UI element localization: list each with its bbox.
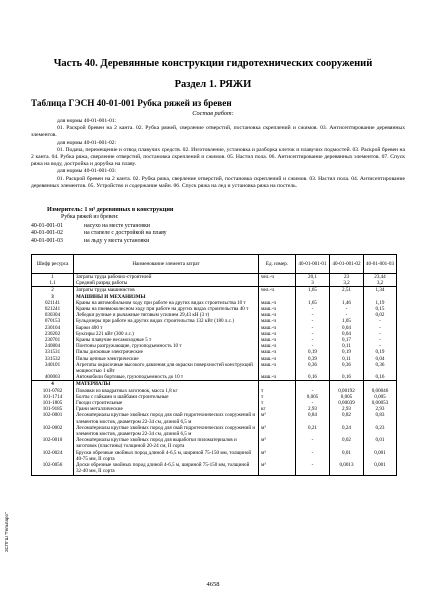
operations-list: [31, 118, 405, 190]
value-norm-02: -: [330, 306, 364, 312]
resource-code: 400003: [32, 374, 74, 381]
value-norm-03: 0,02: [364, 312, 397, 318]
value-norm-02: 2,51: [330, 287, 364, 294]
value-norm-03: -: [364, 337, 397, 343]
table-row: [32, 462, 397, 475]
value-norm-02: 3,2: [330, 280, 364, 287]
operation-label: для нормы 40-01-001-01:: [57, 118, 117, 124]
value-norm-01: 0,84: [296, 412, 330, 424]
table-row: [32, 412, 397, 424]
value-norm-01: -: [296, 312, 330, 318]
side-note: ЗСПГШ "Гельпаро": [4, 512, 9, 552]
value-norm-03: 3,2: [364, 280, 397, 287]
resource-code: 101-0782: [32, 388, 74, 394]
resource-code: 030304: [32, 312, 74, 318]
norm-code: 40-01-001-02: [31, 230, 63, 237]
header-code: Шифр ресурса: [32, 255, 74, 274]
page-number: 4658: [206, 581, 220, 588]
resource-code: 331531: [32, 349, 74, 355]
resource-name: Затраты труда машинистов: [74, 287, 259, 294]
value-norm-03: 0,00053: [364, 400, 397, 406]
resource-name: Лесоматериалы круглые хвойных пород для свай гидротехнических сооружений и элементов мостов, диаметром 22-34 см, длиной 6,5 м: [74, 425, 259, 437]
value-norm-01: -: [296, 331, 330, 337]
value-norm-02: 0,16: [330, 374, 364, 381]
value-norm-01: -: [296, 318, 330, 324]
resource-table: [31, 254, 397, 476]
value-norm-02: -: [330, 312, 364, 318]
table-header-row: [32, 255, 397, 274]
resource-name: Гвозди строительные: [74, 400, 259, 406]
value-norm-03: 0,36: [364, 362, 397, 374]
resource-name: Средний разряд работы: [74, 280, 259, 287]
value-norm-01: 0,21: [296, 425, 330, 437]
resource-unit: м³: [259, 437, 296, 449]
header-norm-01: 40-01-001-01: [296, 255, 330, 274]
table-title: Таблица ГЭСН 40-01-001 Рубка ряжей из бревен: [31, 98, 232, 108]
resource-code: 230104: [32, 325, 74, 331]
resource-code: 102-0024: [32, 450, 74, 462]
value-norm-03: 23,44: [364, 274, 397, 281]
value-norm-01: [296, 381, 330, 388]
value-norm-01: 0,005: [296, 394, 330, 400]
resource-name: Болты с гайками и шайбами строительные: [74, 394, 259, 400]
resource-unit: маш.-ч: [259, 331, 296, 337]
resource-name: Грани металлические: [74, 406, 259, 412]
resource-name: Понтоны разгружающие, грузоподъемность 10 т: [74, 343, 259, 349]
value-norm-03: 0,005: [364, 394, 397, 400]
value-norm-02: 0,36: [330, 362, 364, 374]
value-norm-01: 0,39: [296, 356, 330, 362]
value-norm-01: 1,65: [296, 287, 330, 294]
value-norm-01: -: [296, 337, 330, 343]
value-norm-03: -: [364, 318, 397, 324]
value-norm-02: 1,05: [330, 318, 364, 324]
norm-code: 40-01-001-03: [31, 237, 63, 244]
value-norm-02: 0,24: [330, 425, 364, 437]
value-norm-01: -: [296, 400, 330, 406]
value-norm-01: 0,36: [296, 362, 330, 374]
value-norm-03: -: [364, 343, 397, 349]
value-norm-03: 0,16: [364, 374, 397, 381]
value-norm-02: 0,04: [330, 331, 364, 337]
value-norm-01: -: [296, 388, 330, 394]
value-norm-01: 0,19: [296, 349, 330, 355]
value-norm-03: 0,23: [364, 425, 397, 437]
value-norm-03: [364, 381, 397, 388]
resource-unit: маш.-ч: [259, 337, 296, 343]
value-norm-03: 0,001: [364, 462, 397, 475]
resource-name: Лесоматериалы круглые хвойных пород для выработки пиломатериалов и заготовок (пластины) толщиной 20-24 см, II сорта: [74, 437, 259, 449]
resource-code: 102-0001: [32, 412, 74, 424]
value-norm-03: -: [364, 331, 397, 337]
value-norm-02: 0,02: [330, 437, 364, 449]
resource-code: 021241: [32, 306, 74, 312]
value-norm-01: -: [296, 343, 330, 349]
resource-name: Бруски обрезные хвойных пород длиной 4-6,5 м, шириной 75-150 мм, толщиной 40-75 мм, II сорта: [74, 450, 259, 462]
value-norm-02: 0,19: [330, 349, 364, 355]
value-norm-02: [330, 381, 364, 388]
header-norm-03: 40-01-001-03: [364, 255, 397, 274]
value-norm-01: -: [296, 306, 330, 312]
value-norm-03: 0,15: [364, 306, 397, 312]
value-norm-03: 1,19: [364, 300, 397, 306]
resource-unit: м³: [259, 450, 296, 462]
resource-name: МАШИНЫ И МЕХАНИЗМЫ: [74, 294, 259, 300]
resource-name: Краны на автомобильном ходу при работе на других видах строительства 10 т: [74, 300, 259, 306]
resource-name: Лесоматериалы круглые хвойных пород для свай гидротехнических сооружений и элементов мостов, диаметром 22-34 см, длиной 6,5 м: [74, 412, 259, 424]
resource-code: 101-1805: [32, 400, 74, 406]
value-norm-02: 0,00192: [330, 388, 364, 394]
value-norm-02: 0,005: [330, 394, 364, 400]
resource-unit: маш.-ч: [259, 318, 296, 324]
value-norm-01: 3: [296, 280, 330, 287]
resource-unit: маш.-ч: [259, 343, 296, 349]
table-row: [32, 381, 397, 388]
resource-code: 4: [32, 381, 74, 388]
value-norm-02: 0,17: [330, 337, 364, 343]
norm-code-row: [31, 230, 167, 237]
resource-code: 101-9185: [32, 406, 74, 412]
resource-unit: маш.-ч: [259, 374, 296, 381]
resource-unit: [259, 381, 296, 388]
resource-code: 102-0010: [32, 437, 74, 449]
value-norm-02: 0,0013: [330, 462, 364, 475]
value-norm-03: 0,19: [364, 349, 397, 355]
resource-code: 101-1714: [32, 394, 74, 400]
value-norm-03: 0,01: [364, 437, 397, 449]
table-row: [32, 437, 397, 449]
resource-code: 3: [32, 294, 74, 300]
table-row: [32, 425, 397, 437]
cribs-caption: Рубка ряжей из бревен:: [61, 214, 119, 220]
resource-code: 230701: [32, 337, 74, 343]
value-norm-03: 0,04: [364, 356, 397, 362]
resource-unit: маш.-ч: [259, 306, 296, 312]
norm-code: 40-01-001-01: [31, 223, 63, 229]
norm-desc: на льду у места установки: [84, 237, 150, 244]
resource-name: Буксиры 221 кВт (300 л.с.): [74, 331, 259, 337]
operation-text: 01. Раскрой бревен на 2 канта. 02. Рубка ряжа, сверление отверстий, постановка скреплений и сжимов. 03. Настил пола. 04. Антисептирование деревянных элементов. 05. Устройство и содержание майн. 06. Спуск ряжа на лед и установка ряжа на постель.: [31, 175, 405, 189]
resource-name: Краны на пневмоколесном ходу при работе на других видах строительства 40 т: [74, 306, 259, 312]
table-row: [32, 362, 397, 374]
header-name: Наименование элемента затрат: [74, 255, 259, 274]
resource-unit: чел.-ч: [259, 287, 296, 294]
resource-code: 1.1: [32, 280, 74, 287]
resource-name: Краны плавучие несамоходные 5 т: [74, 337, 259, 343]
resource-unit: [259, 280, 296, 287]
operation-label: для нормы 40-01-001-02:: [57, 139, 117, 146]
resource-unit: маш.-ч: [259, 300, 296, 306]
resource-unit: чел.-ч: [259, 274, 296, 281]
value-norm-03: 0,001: [364, 450, 397, 462]
resource-unit: м³: [259, 412, 296, 424]
resource-unit: т: [259, 400, 296, 406]
value-norm-02: 0,00039: [330, 400, 364, 406]
value-norm-02: 23: [330, 274, 364, 281]
value-norm-02: 0,11: [330, 356, 364, 362]
resource-name: МАТЕРИАЛЫ: [74, 381, 259, 388]
resource-code: 331532: [32, 356, 74, 362]
resource-name: Лебедки ручные и рычажные тяговым усилием 29,43 кН (3 т): [74, 312, 259, 318]
value-norm-01: -: [296, 462, 330, 475]
norm-codes: [31, 223, 167, 245]
resource-unit: маш.-ч: [259, 356, 296, 362]
resource-code: 340101: [32, 362, 74, 374]
norm-desc: на стапеле с достройкой на плаву: [84, 230, 167, 237]
table-row: [32, 280, 397, 287]
value-norm-01: -: [296, 450, 330, 462]
value-norm-03: 1,34: [364, 287, 397, 294]
value-norm-02: 0,04: [330, 325, 364, 331]
table-row: [32, 374, 397, 381]
value-norm-01: 1,65: [296, 300, 330, 306]
header-norm-02: 40-01-001-02: [330, 255, 364, 274]
part-title: Часть 40. Деревянные конструкции гидротехнических сооружений: [53, 58, 373, 69]
value-norm-01: 20,1: [296, 274, 330, 281]
resource-code: 070153: [32, 318, 74, 324]
value-norm-01: -: [296, 437, 330, 449]
resource-unit: т: [259, 394, 296, 400]
resource-unit: маш.-ч: [259, 349, 296, 355]
table-row: [32, 318, 397, 324]
resource-name: Баржи 400 т: [74, 325, 259, 331]
resource-unit: м³: [259, 462, 296, 475]
value-norm-02: 0,11: [330, 343, 364, 349]
value-norm-03: 2,93: [364, 406, 397, 412]
value-norm-03: -: [364, 325, 397, 331]
resource-code: 240804: [32, 343, 74, 349]
resource-name: Доски обрезные хвойных пород длиной 4-6,5 м, шириной 75-150 мм, толщиной 32-40 мм, II сорта: [74, 462, 259, 475]
resource-name: Пилы цепные электрические: [74, 356, 259, 362]
resource-unit: т: [259, 388, 296, 394]
table-row: [32, 287, 397, 294]
resource-name: Пилы дисковые электрические: [74, 349, 259, 355]
resource-code: 1: [32, 274, 74, 281]
norm-code-row: [31, 238, 167, 245]
resource-name: Поковки из квадратных заготовок, масса 1,8 кг: [74, 388, 259, 394]
resource-unit: маш.-ч: [259, 362, 296, 374]
resource-name: Затраты труда рабочих-строителей: [74, 274, 259, 281]
value-norm-02: 1,46: [330, 300, 364, 306]
header-unit: Ед. измер.: [259, 255, 296, 274]
norm-desc: насухо на месте установки: [84, 223, 151, 229]
resource-code: 230202: [32, 331, 74, 337]
table-row: [32, 450, 397, 462]
resource-name: Автомобили бортовые, грузоподъемность до 10 т: [74, 374, 259, 381]
resource-name: Бульдозеры при работе на других видах строительства 132 кВт (180 л.с.): [74, 318, 259, 324]
section-title: Раздел 1. РЯЖИ: [174, 79, 252, 90]
resource-unit: маш.-ч: [259, 325, 296, 331]
resource-code: 2: [32, 287, 74, 294]
value-norm-03: 0,83: [364, 412, 397, 424]
table-body: [32, 274, 397, 476]
value-norm-01: -: [296, 325, 330, 331]
value-norm-03: 0,00046: [364, 388, 397, 394]
resource-code: 021141: [32, 300, 74, 306]
resource-code: 102-0056: [32, 462, 74, 475]
operation-label: для нормы 40-01-001-03:: [57, 168, 117, 175]
resource-name: Агрегаты окрасочные высокого давления для окраски поверхностей конструкций мощностью 1 кВт: [74, 362, 259, 374]
meter-line: Измеритель: 1 м³ деревянных в конструкции: [47, 206, 174, 213]
composition-label: Состав работ:: [192, 110, 234, 117]
operation-text: 01. Раскрой бревен на 2 канта. 02. Рубка ряжей, сверление отверстий, постановка скреплений и сжимов. 03. Антисептирование деревянных элементов.: [31, 125, 405, 139]
resource-unit: кг: [259, 406, 296, 412]
value-norm-02: 2,93: [330, 406, 364, 412]
value-norm-02: 0,01: [330, 450, 364, 462]
value-norm-02: 0,82: [330, 412, 364, 424]
resource-unit: м³: [259, 425, 296, 437]
value-norm-01: 2,93: [296, 406, 330, 412]
value-norm-01: 0,16: [296, 374, 330, 381]
resource-unit: маш.-ч: [259, 312, 296, 318]
operation-text: 01. Подача, перемещение и отвод плавучих средств. 02. Изготовление, установка и разборка клеток и плавучих подмостей. 03. Раскрой бревен на 2 канта. 04. Рубка ряжа, сверление отверстий, постановка скреплений и сжимов. 05. Настил пола. 06. Антисептирование деревянных элементов. 07. Спуск ряжа на воду, достройка и дорубка на плаву.: [31, 146, 405, 168]
resource-code: 102-0002: [32, 425, 74, 437]
